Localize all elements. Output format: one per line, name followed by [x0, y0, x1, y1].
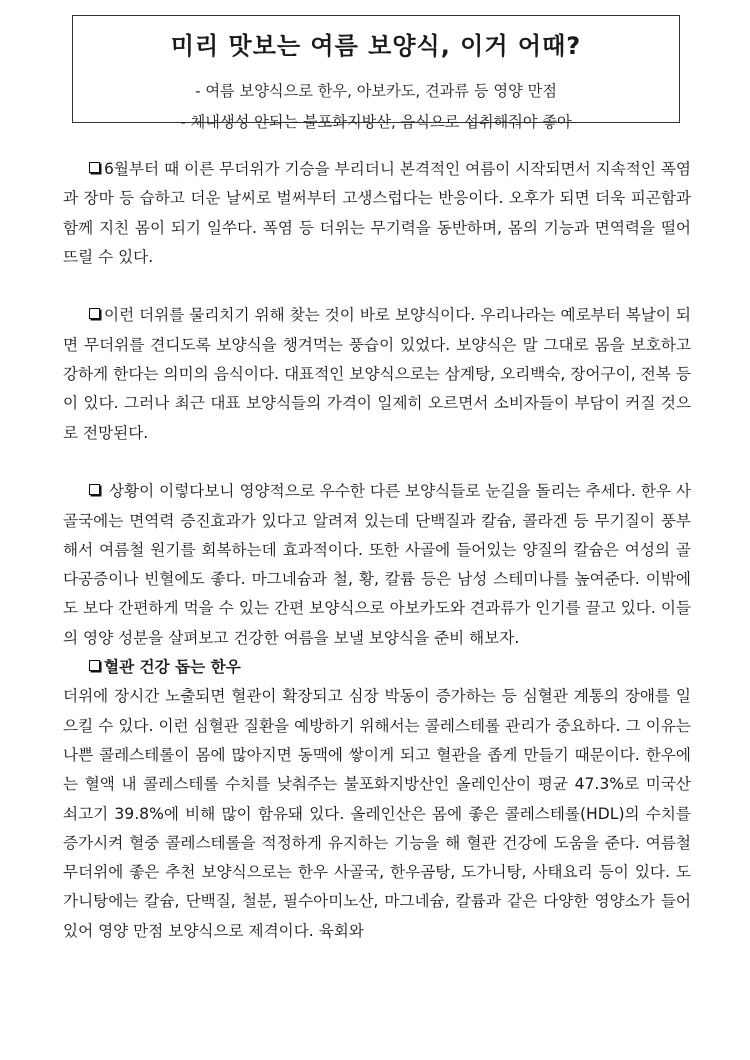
subtitle-2: - 체내생성 안되는 불포화지방산, 음식으로 섭취해줘야 좋아 [180, 113, 572, 131]
article-body [63, 155, 691, 946]
checkbox-bullet-icon [89, 308, 100, 319]
paragraph-4: 더위에 장시간 노출되면 혈관이 확장되고 심장 박동이 증가하는 등 심혈관 계통의 장애를 일으킬 수 있다. 이런 심혈관 질환을 예방하기 위해서는 콜레스테롤 관리가 중요하다. 그 이유는 나쁜 콜레스테롤이 몸에 많아지면 동맥에 쌓이게 되고 혈관을 좁게 만들기 때문이다. 한우에는 혈액 내 콜레스테롤 수치를 낮춰주는 불포화지방산인 올레인산이 평균 47.3%로 미국산 쇠고기 39.8%에 비해 많이 함유돼 있다. 올레인산은 몸에 좋은 콜레스테롤(HDL)의 수치를 증가시켜 혈중 콜레스테롤을 적정하게 유지하는 기능을 해 혈관 건강에 도움을 준다. 여름철 무더위에 좋은 추천 보양식으로는 한우 사골국, 한우곰탕, 도가니탕, 사태요리 등이 있다. 도가니탕에는 칼슘, 단백질, 철분, 필수아미노산, 마그네슘, 칼륨과 같은 다양한 영양소가 들어있어 영양 만점 보양식으로 제격이다. 육회와 [63, 687, 691, 940]
checkbox-bullet-icon [89, 660, 100, 671]
section-heading-text: 혈관 건강 돕는 한우 [104, 658, 241, 677]
section-heading [63, 653, 691, 682]
title-box [72, 15, 680, 131]
subtitle-1: - 여름 보양식으로 한우, 아보카도, 견과류 등 영양 만점 [195, 82, 557, 100]
paragraph-gap [63, 272, 691, 301]
checkbox-bullet-icon [89, 484, 100, 495]
paragraph-gap [63, 448, 691, 477]
paragraph-2 [63, 301, 691, 447]
paragraph-1 [63, 155, 691, 272]
page-title: 미리 맛보는 여름 보양식, 이거 어때? [170, 32, 582, 60]
checkbox-bullet-icon [89, 162, 100, 173]
paragraph-1-text: 6월부터 때 이른 무더위가 기승을 부리더니 본격적인 여름이 시작되면서 지속적인 폭염과 장마 등 습하고 더운 날씨로 벌써부터 고생스럽다는 반응이다. 오후가 되면 더욱 피곤함과 함께 지친 몸이 되기 일쑤다. 폭염 등 더위는 무기력을 동반하며, 몸의 기능과 면역력을 떨어뜨릴 수 있다. [63, 160, 691, 266]
paragraph-2-text: 이런 더위를 물리치기 위해 찾는 것이 바로 보양식이다. 우리나라는 예로부터 복날이 되면 무더위를 견디도록 보양식을 챙겨먹는 풍습이 있었다. 보양식은 말 그대로 몸을 보호하고 강하게 한다는 의미의 음식이다. 대표적인 보양식으로는 삼계탕, 오리백숙, 장어구이, 전복 등이 있다. 그러나 최근 대표 보양식들의 가격이 일제히 오르면서 소비자들이 부담이 커질 것으로 전망된다. [63, 306, 691, 442]
paragraph-3 [63, 477, 691, 653]
paragraph-3-text: 상황이 이렇다보니 영양적으로 우수한 다른 보양식들로 눈길을 돌리는 추세다. 한우 사골국에는 면역력 증진효과가 있다고 알려져 있는데 단백질과 칼슘, 콜라겐 등 무기질이 풍부해서 여름철 원기를 회복하는데 효과적이다. 또한 사골에 들어있는 양질의 칼슘은 여성의 골다공증이나 빈혈에도 좋다. 마그네슘과 철, 황, 칼륨 등은 남성 스테미나를 높여준다. 이밖에도 보다 간편하게 먹을 수 있는 간편 보양식으로 아보카도와 견과류가 인기를 끌고 있다. 이들의 영양 성분을 살펴보고 건강한 여름을 보낼 보양식을 준비 해보자. [63, 482, 691, 647]
